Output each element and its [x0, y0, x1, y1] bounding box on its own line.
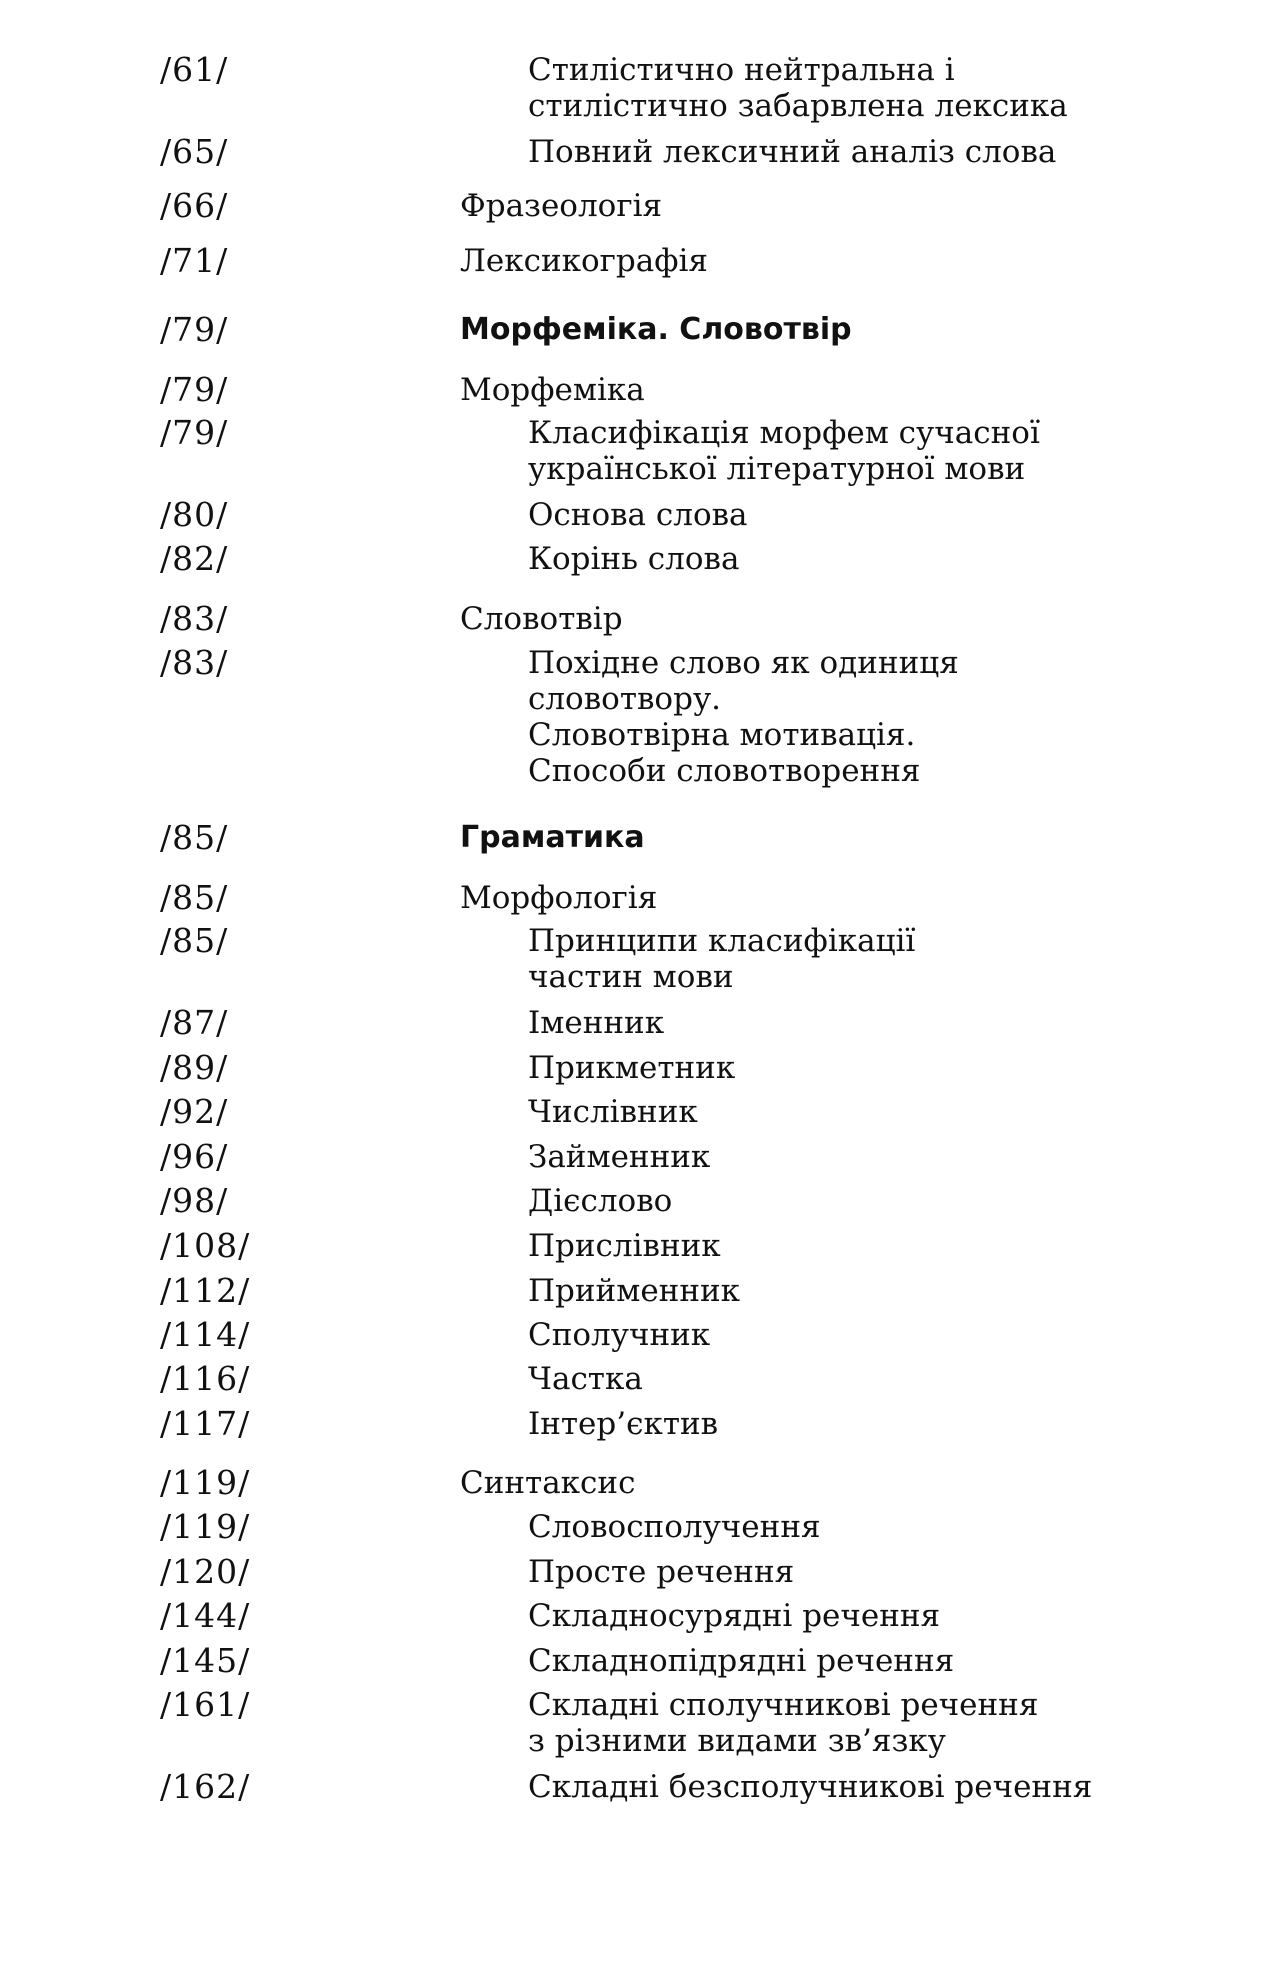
- toc-page-number: /120/: [160, 1552, 251, 1591]
- toc-title: Основа слова: [528, 497, 748, 533]
- toc-section-title: Морфеміка. Словотвір: [460, 312, 852, 347]
- toc-page-number: /114/: [160, 1315, 251, 1354]
- toc-page-number: /89/: [160, 1048, 229, 1087]
- toc-title: Займенник: [528, 1139, 711, 1175]
- toc-title: Інтер’єктив: [528, 1406, 719, 1442]
- toc-title: Іменник: [528, 1005, 665, 1041]
- toc-page-number: /96/: [160, 1137, 229, 1176]
- toc-title: Складні сполучникові речення з різними видами зв’язку: [528, 1687, 1039, 1759]
- toc-title: Лексикографія: [460, 243, 708, 279]
- toc-page-number: /87/: [160, 1003, 229, 1042]
- toc-title: Класифікація морфем сучасної української літературної мови: [528, 415, 1040, 487]
- toc-title: Морфологія: [460, 880, 658, 916]
- toc-title: Повний лексичний аналіз слова: [528, 134, 1057, 170]
- toc-page-number: /112/: [160, 1271, 251, 1310]
- toc-title: Складні безсполучникові речення: [528, 1769, 1093, 1805]
- toc-page-number: /117/: [160, 1404, 251, 1443]
- toc-title: Синтаксис: [460, 1465, 636, 1501]
- toc-page-number: /144/: [160, 1596, 251, 1635]
- toc-title: Фразеологія: [460, 188, 663, 224]
- toc-page-number: /145/: [160, 1641, 251, 1680]
- toc-title: Частка: [528, 1361, 643, 1397]
- toc-page-number: /83/: [160, 643, 229, 682]
- toc-page-number: /66/: [160, 186, 229, 225]
- toc-page-number: /92/: [160, 1092, 229, 1131]
- toc-page-number: /85/: [160, 878, 229, 917]
- toc-page-number: /98/: [160, 1181, 229, 1220]
- toc-page-number: /71/: [160, 241, 229, 280]
- toc-page-number: /161/: [160, 1685, 251, 1724]
- toc-title: Морфеміка: [460, 372, 645, 408]
- toc-page-number: /119/: [160, 1463, 251, 1502]
- toc-page-number: /79/: [160, 413, 229, 452]
- toc-page-number: /85/: [160, 818, 229, 857]
- toc-title: Корінь слова: [528, 541, 740, 577]
- toc-title: Прислівник: [528, 1228, 721, 1264]
- toc-page-number: /79/: [160, 370, 229, 409]
- toc-title: Принципи класифікації частин мови: [528, 923, 916, 995]
- toc-title: Дієслово: [528, 1183, 673, 1219]
- toc-page-number: /162/: [160, 1767, 251, 1806]
- toc-title: Похідне слово як одиниця словотвору. Словотвірна мотивація. Способи словотворення: [528, 645, 959, 789]
- toc-title: Прийменник: [528, 1273, 741, 1309]
- toc-page-number: /82/: [160, 539, 229, 578]
- toc-page-number: /65/: [160, 132, 229, 171]
- toc-title: Числівник: [528, 1094, 698, 1130]
- toc-page-number: /108/: [160, 1226, 251, 1265]
- toc-title: Словосполучення: [528, 1509, 821, 1545]
- toc-page-number: /80/: [160, 495, 229, 534]
- toc-page-number: /61/: [160, 50, 229, 89]
- toc-section-title: Граматика: [460, 820, 645, 855]
- toc-page-number: /79/: [160, 310, 229, 349]
- toc-title: Словотвір: [460, 601, 623, 637]
- toc-title: Стилістично нейтральна і стилістично забарвлена лексика: [528, 52, 1068, 124]
- toc-page-number: /116/: [160, 1359, 251, 1398]
- toc-page-number: /85/: [160, 921, 229, 960]
- toc-title: Прикметник: [528, 1050, 736, 1086]
- toc-page-number: /119/: [160, 1507, 251, 1546]
- toc-page-number: /83/: [160, 599, 229, 638]
- toc-title: Просте речення: [528, 1554, 795, 1590]
- toc-title: Складнопідрядні речення: [528, 1643, 955, 1679]
- toc-title: Складносурядні речення: [528, 1598, 941, 1634]
- toc-title: Сполучник: [528, 1317, 711, 1353]
